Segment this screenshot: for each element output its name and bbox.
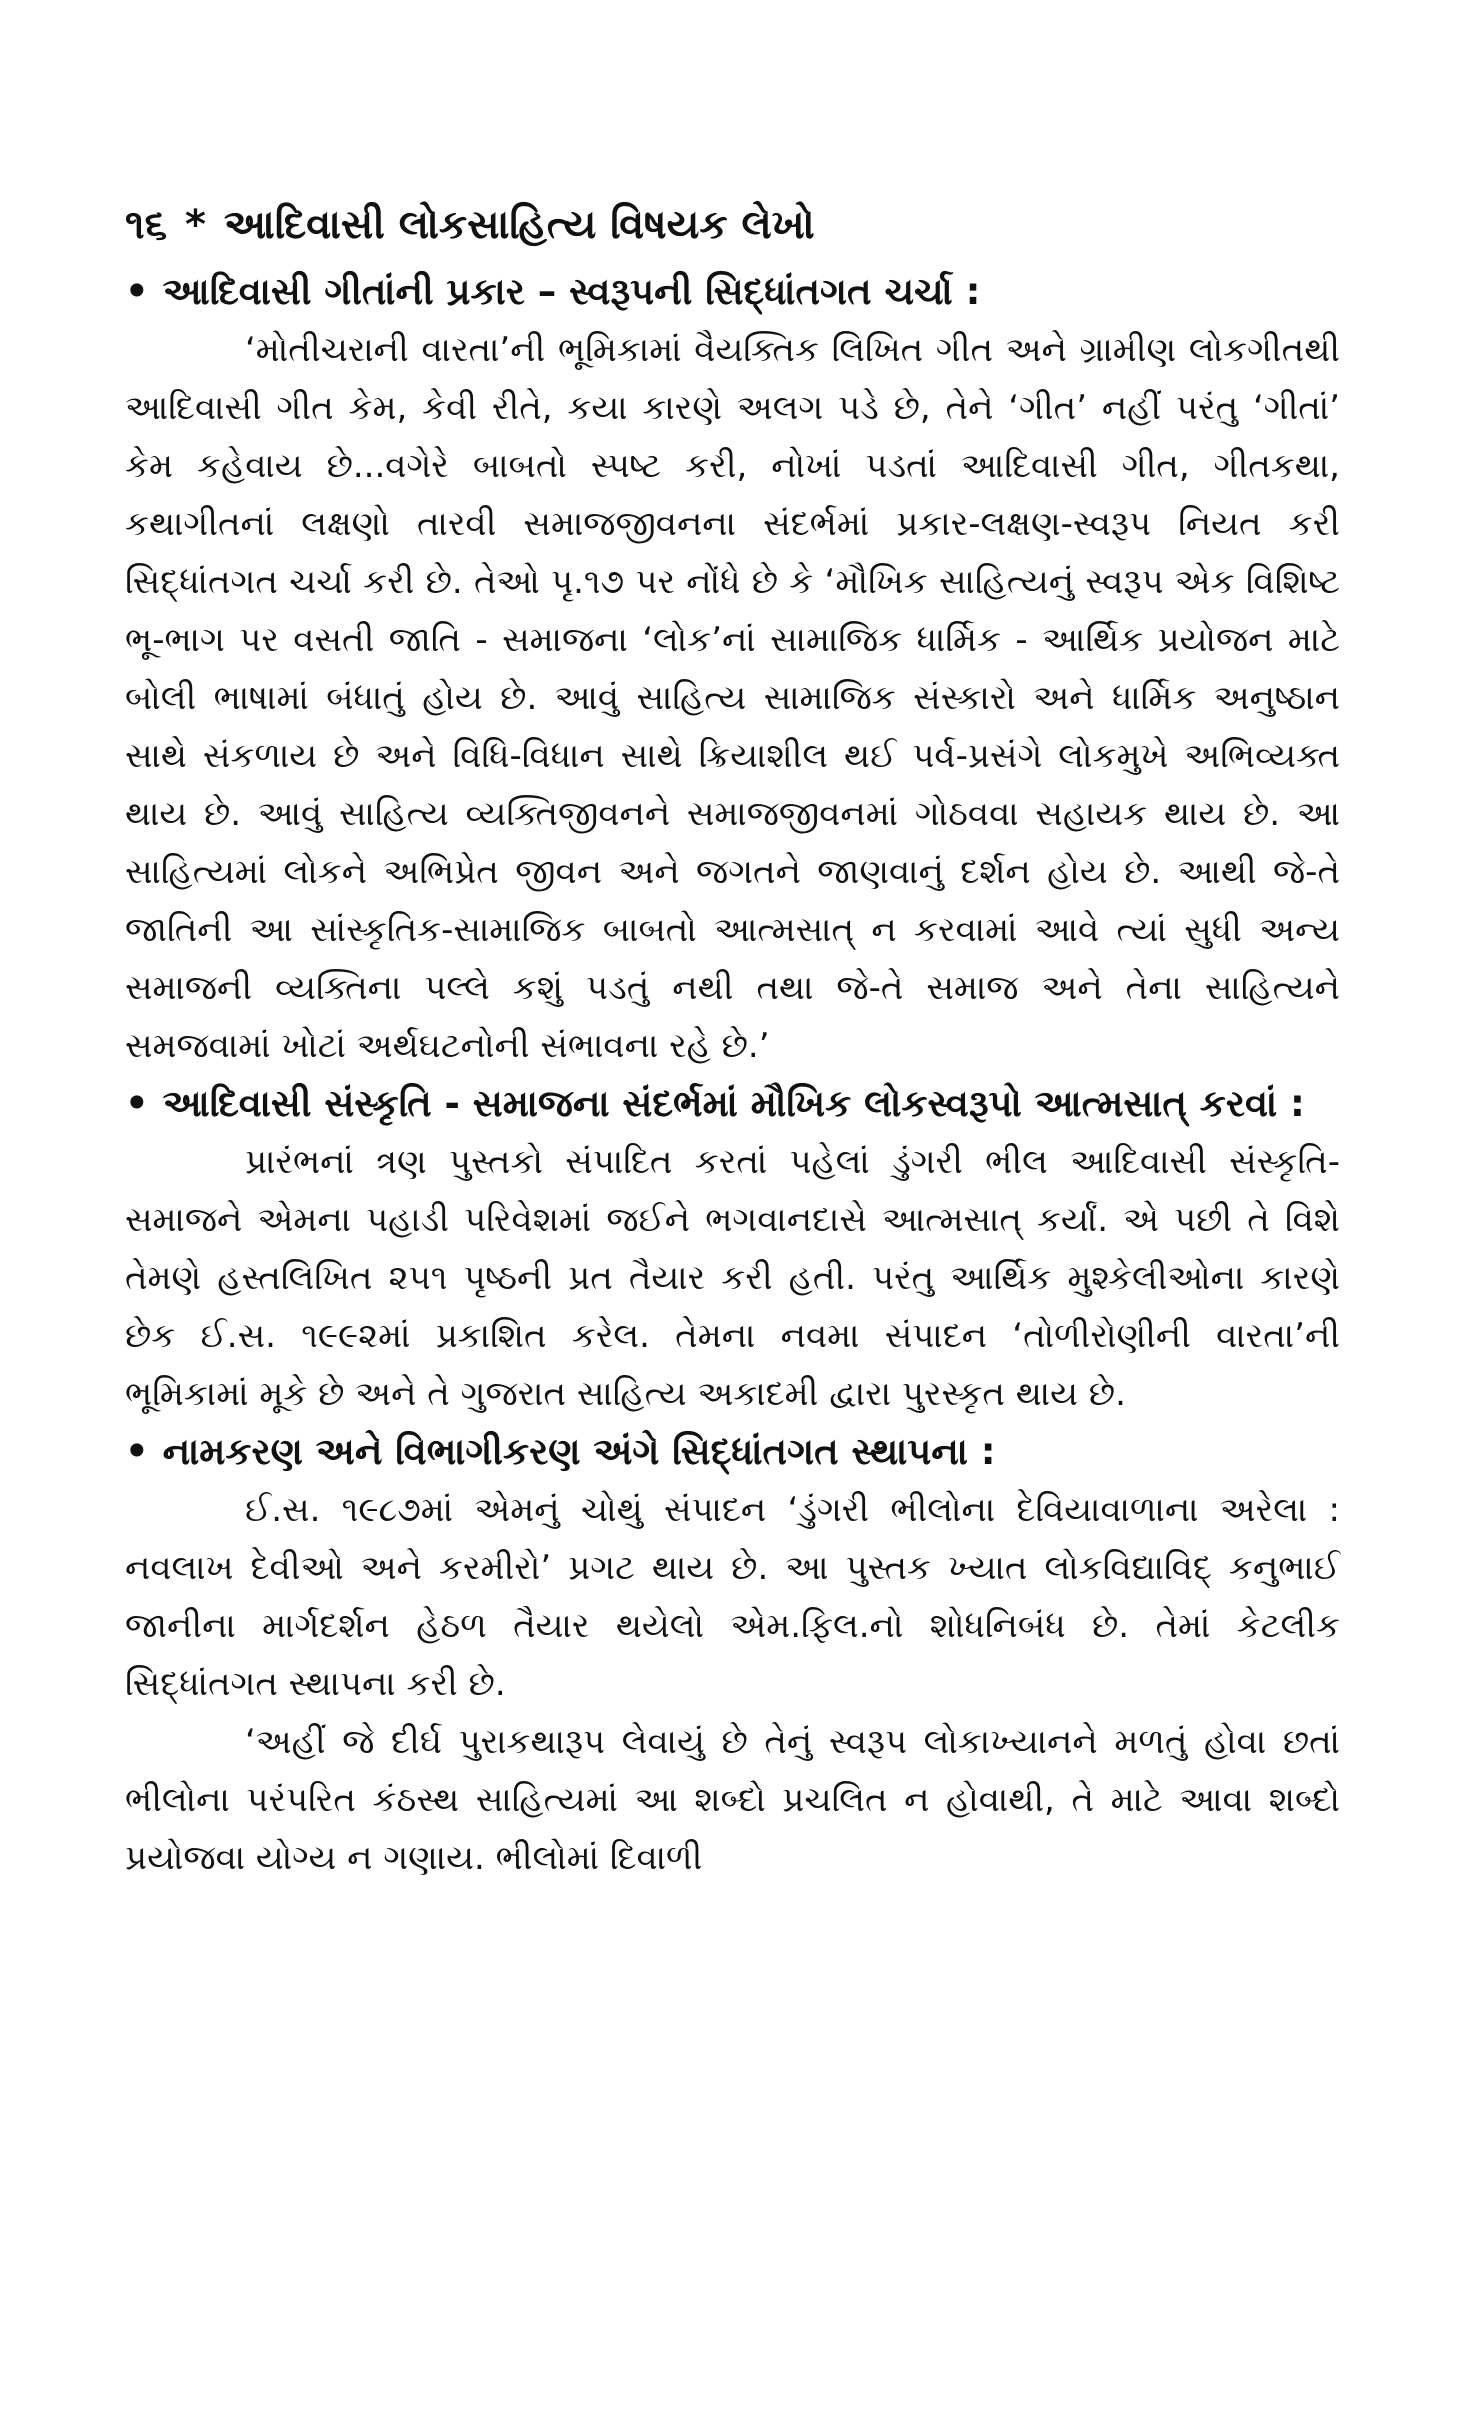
section xyxy=(125,1075,1340,1423)
section xyxy=(125,1423,1340,1887)
section-heading xyxy=(125,263,1340,321)
section-heading-text: નામકરણ અને વિભાગીકરણ અંગે સિદ્ધાંતગત સ્થાપના : xyxy=(162,1430,996,1473)
paragraph: પ્રારંભનાં ત્રણ પુસ્તકો સંપાદિત કરતાં પહેલાં ડુંગરી ભીલ આદિવાસી સંસ્કૃતિ-સમાજને એમના પહાડી પરિવેશમાં જઈને ભગવાનદાસે આત્મસાત્ કર્યાં. એ પછી તે વિશે તેમણે હસ્તલિખિત ૨૫૧ પૃષ્ઠની પ્રત તૈયાર કરી હતી. પરંતુ આર્થિક મુશ્કેલીઓના કારણે છેક ઈ.સ. ૧૯૯૨માં પ્રકાશિત કરેલ. તેમના નવમા સંપાદન ‘તોળીરોણીની વારતા’ની ભૂમિકામાં મૂકે છે અને તે ગુજરાત સાહિત્ય અકાદમી દ્વારા પુરસ્કૃત થાય છે. xyxy=(125,1142,1340,1414)
section-heading xyxy=(125,1075,1340,1133)
section-heading-text: આદિવાસી ગીતાંની પ્રકાર – સ્વરૂપની સિદ્ધાંતગત ચર્ચા : xyxy=(162,270,981,313)
section-heading xyxy=(125,1423,1340,1481)
paragraph: ઈ.સ. ૧૯૮૭માં એમનું ચોથું સંપાદન ‘ડુંગરી ભીલોના દેવિયાવાળાના અરેલા : નવલાખ દેવીઓ અને કરમીરો’ પ્રગટ થાય છે. આ પુસ્તક ખ્યાત લોકવિદ્યાવિદ્ કનુભાઈ જાનીના માર્ગદર્શન હેઠળ તૈયાર થયેલો એમ.ફિલ.નો શોધનિબંધ છે. તેમાં કેટલીક સિદ્ધાંતગત સ્થાપના કરી છે. xyxy=(125,1490,1340,1704)
section-heading-text: આદિવાસી સંસ્કૃતિ - સમાજના સંદર્ભમાં મૌખિક લોકસ્વરૂપો આત્મસાત્ કરવાં : xyxy=(162,1082,1305,1125)
section xyxy=(125,263,1340,1075)
paragraph: ‘અહીં જે દીર્ઘ પુરાકથારૂપ લેવાયું છે તેનું સ્વરૂપ લોકાખ્યાનને મળતું હોવા છતાં ભીલોના પરંપરિત કંઠસ્થ સાહિત્યમાં આ શબ્દો પ્રચલિત ન હોવાથી, તે માટે આવા શબ્દો પ્રયોજવા યોગ્ય ન ગણાય. ભીલોમાં દિવાળી xyxy=(125,1722,1340,1878)
bullet-icon: • xyxy=(125,1082,149,1125)
running-head xyxy=(125,195,1340,255)
book-title: આદિવાસી લોકસાહિત્ય વિષયક લેખો xyxy=(223,202,815,248)
document-page xyxy=(125,195,1340,1887)
bullet-icon: • xyxy=(125,270,149,313)
paragraph: ‘મોતીચરાની વારતા’ની ભૂમિકામાં વૈયક્તિક લિખિત ગીત અને ગ્રામીણ લોકગીતથી આદિવાસી ગીત કેમ, કેવી રીતે, કયા કારણે અલગ પડે છે, તેને ‘ગીત’ નહીં પરંતુ ‘ગીતાં’ કેમ કહેવાય છે...વગેરે બાબતો સ્પષ્ટ કરી, નોખાં પડતાં આદિવાસી ગીત, ગીતકથા, કથાગીતનાં લક્ષણો તારવી સમાજજીવનના સંદર્ભમાં પ્રકાર-લક્ષણ-સ્વરૂપ નિયત કરી સિદ્ધાંતગત ચર્ચા કરી છે. તેઓ પૃ.૧૭ પર નોંધે છે કે ‘મૌખિક સાહિત્યનું સ્વરૂપ એક વિશિષ્ટ ભૂ-ભાગ પર વસતી જાતિ - સમાજના ‘લોક’નાં સામાજિક ધાર્મિક - આર્થિક પ્રયોજન માટે બોલી ભાષામાં બંધાતું હોય છે. આવું સાહિત્ય સામાજિક સંસ્કારો અને ધાર્મિક અનુષ્ઠાન સાથે સંકળાય છે અને વિધિ-વિધાન સાથે ક્રિયાશીલ થઈ પર્વ-પ્રસંગે લોકમુખે અભિવ્યક્ત થાય છે. આવું સાહિત્ય વ્યક્તિજીવનને સમાજજીવનમાં ગોઠવવા સહાયક થાય છે. આ સાહિત્યમાં લોકને અભિપ્રેત જીવન અને જગતને જાણવાનું દર્શન હોય છે. આથી જે-તે જાતિની આ સાંસ્કૃતિક-સામાજિક બાબતો આત્મસાત્ ન કરવામાં આવે ત્યાં સુધી અન્ય સમાજની વ્યક્તિના પલ્લે કશું પડતું નથી તથા જે-તે સમાજ અને તેના સાહિત્યને સમજવામાં ખોટાં અર્થઘટનોની સંભાવના રહે છે.’ xyxy=(125,330,1340,1066)
bullet-icon: • xyxy=(125,1430,149,1473)
asterisk-icon: * xyxy=(185,202,206,248)
page-number: ૧૬ xyxy=(125,202,167,248)
